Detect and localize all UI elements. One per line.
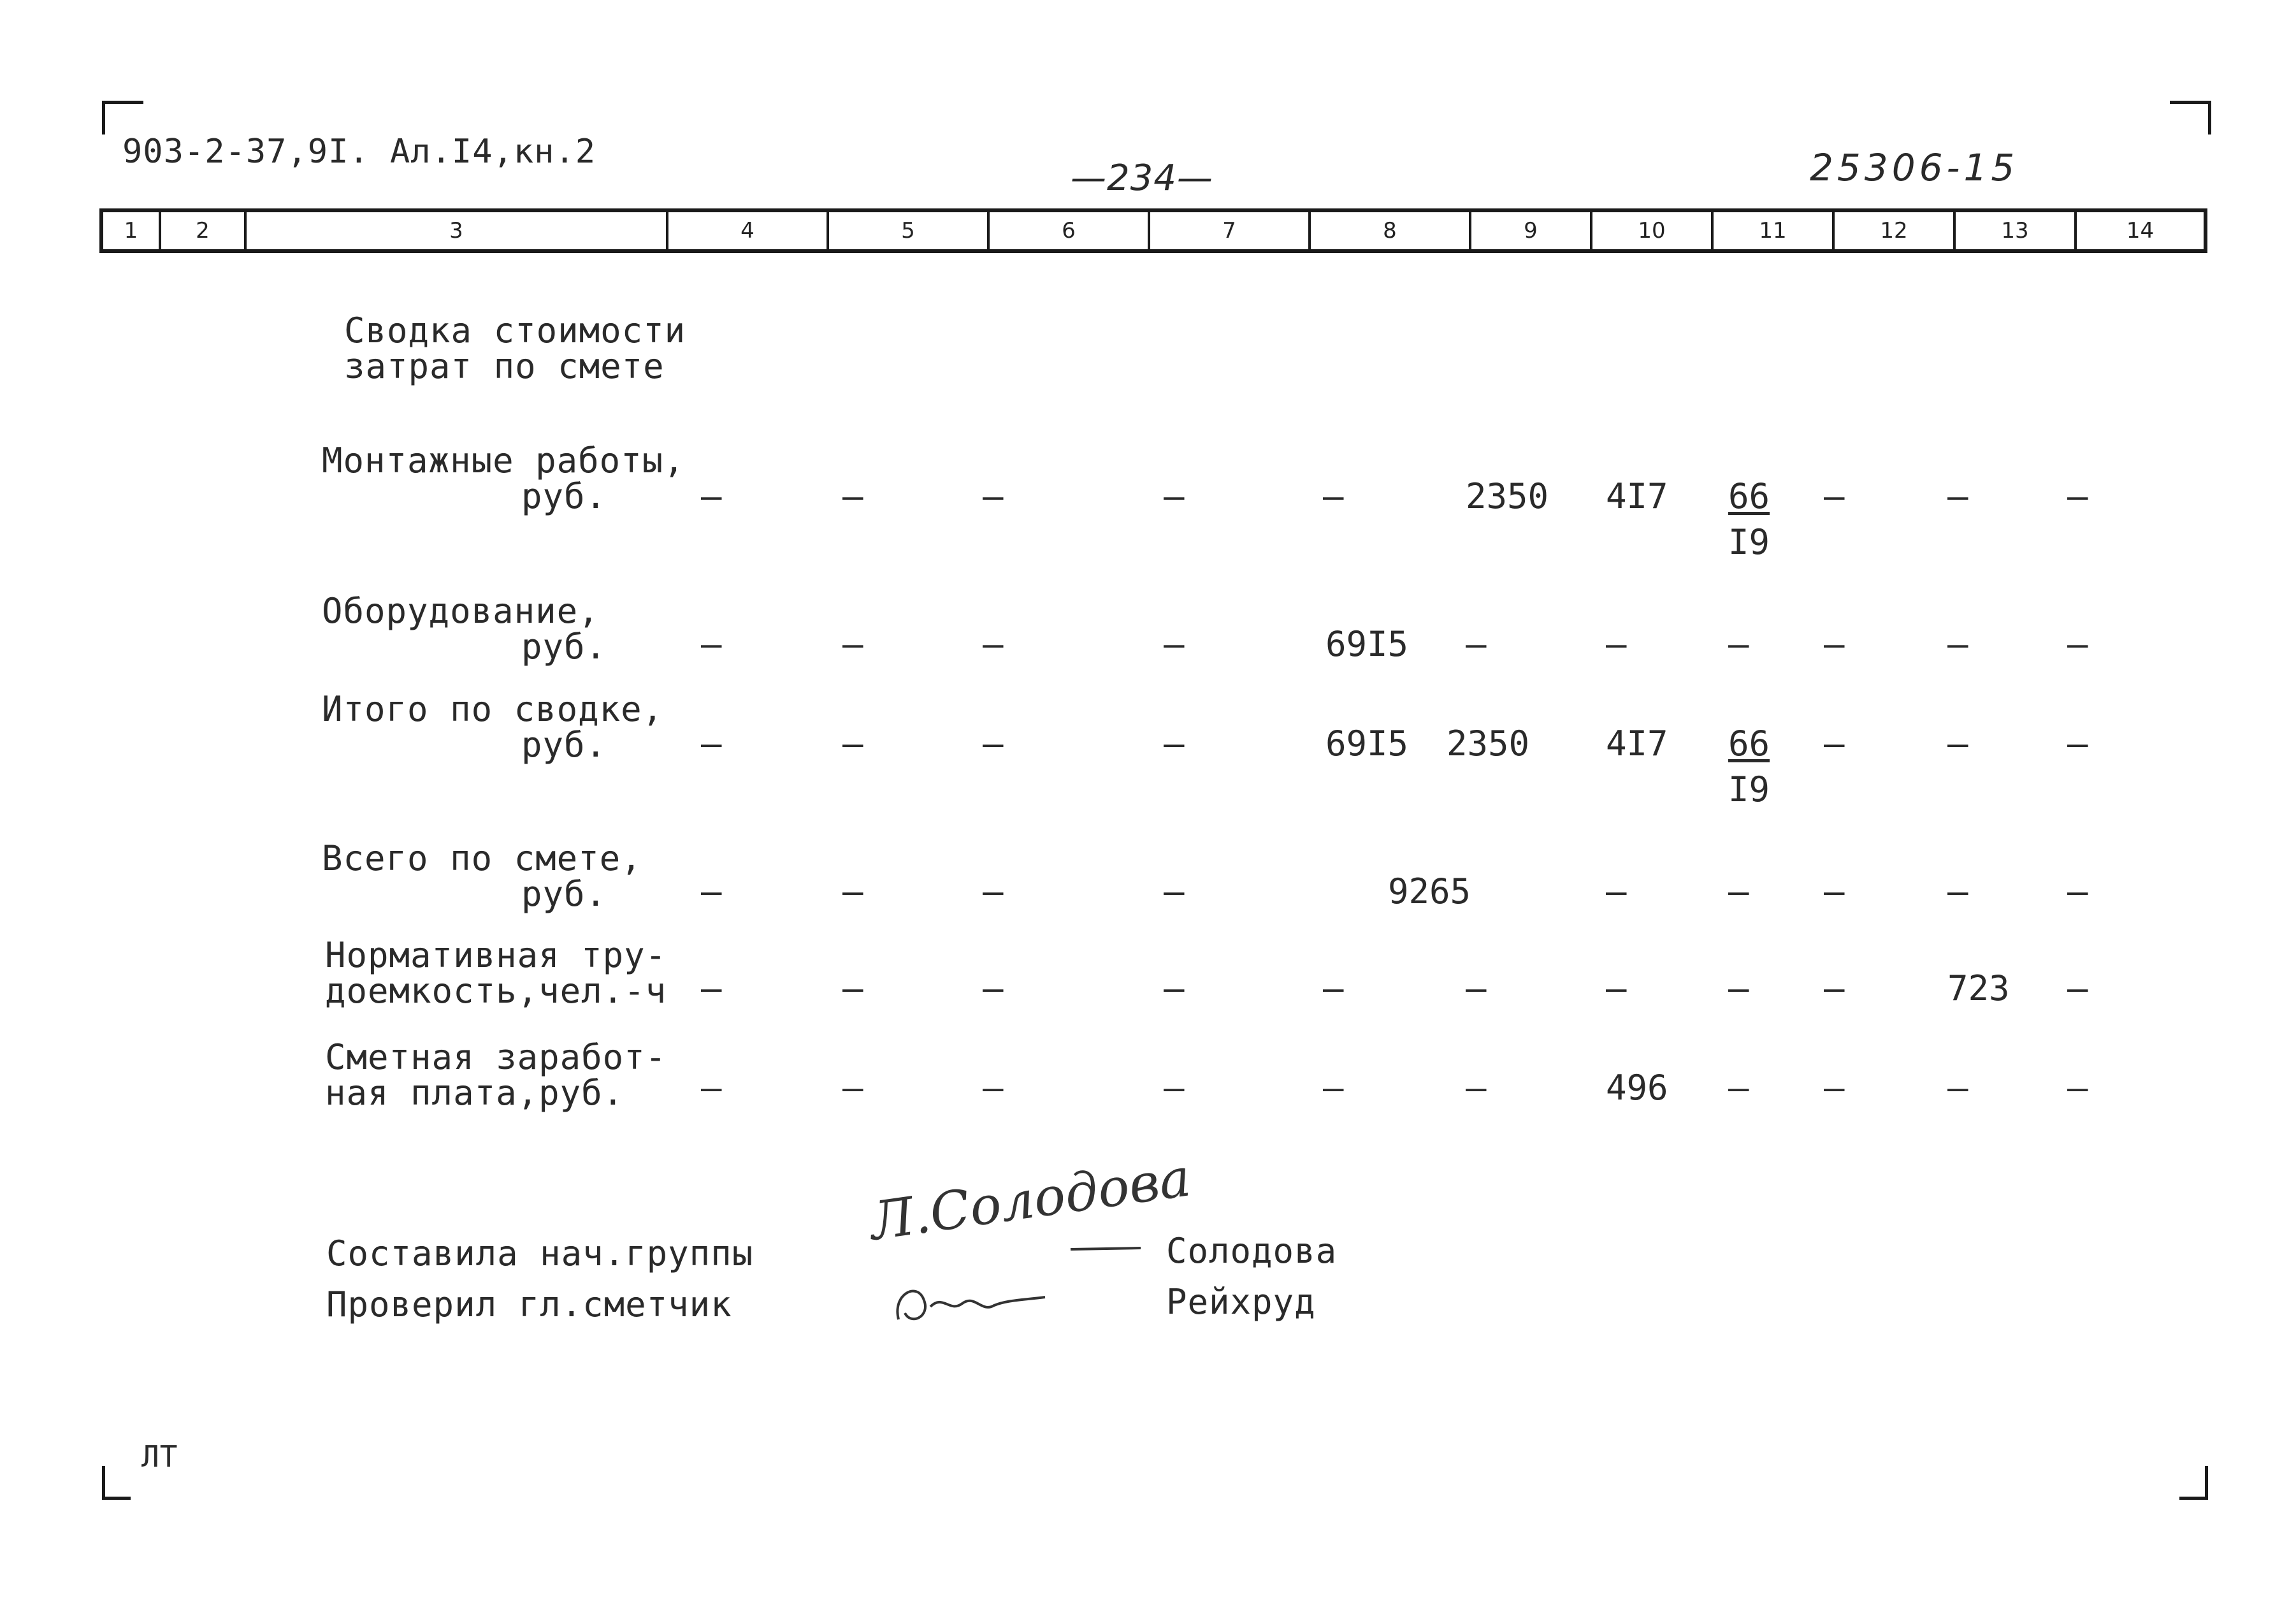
column-number: 2	[160, 210, 245, 251]
cell-col13: –	[1947, 624, 1968, 664]
column-number: 6	[988, 210, 1149, 251]
corner-mark-bottom-left	[102, 1466, 131, 1500]
cell-col11-denominator: I9	[1728, 522, 1770, 562]
row-label-line1: Оборудование,	[322, 591, 600, 631]
row-label-line1: Сметная заработ-	[325, 1037, 667, 1077]
cell-col7: –	[1164, 723, 1185, 764]
footer-mark: ЛТ	[141, 1439, 178, 1474]
cell-col6: –	[983, 871, 1004, 911]
column-number: 14	[2076, 210, 2206, 251]
cell-col13: –	[1947, 723, 1968, 764]
cell-col14: –	[2067, 476, 2088, 516]
handwritten-signature-solodova	[866, 1147, 1194, 1268]
row-label-line2: руб.	[521, 476, 607, 516]
row-label-line2: руб.	[521, 874, 607, 914]
cell-col13: –	[1947, 1068, 1968, 1108]
inventory-number: 25306-15	[1810, 146, 2019, 189]
cell-col11-numerator: 66	[1728, 723, 1770, 764]
cell-col7: –	[1164, 871, 1185, 911]
cell-col6: –	[983, 968, 1004, 1008]
row-label-line1: Монтажные работы,	[322, 440, 685, 481]
cell-col4: –	[701, 476, 722, 516]
cell-col10: 496	[1606, 1068, 1668, 1108]
cell-col4: –	[701, 624, 722, 664]
section-title-line2: затрат по смете	[344, 346, 665, 386]
cell-col13: –	[1947, 871, 1968, 911]
cell-col5: –	[842, 1068, 863, 1108]
cell-col12: –	[1824, 871, 1845, 911]
cell-col11-denominator: I9	[1728, 769, 1770, 810]
cell-col11: –	[1728, 1068, 1749, 1108]
cell-col13: –	[1947, 476, 1968, 516]
cell-col5: –	[842, 476, 863, 516]
cell-col10: –	[1606, 624, 1627, 664]
cell-col5: –	[842, 871, 863, 911]
cell-col14: –	[2067, 1068, 2088, 1108]
document-code: 903-2-37,9I. Ал.I4,кн.2	[122, 133, 596, 171]
cell-col14: –	[2067, 723, 2088, 764]
page-number: —234—	[1071, 157, 1213, 199]
corner-mark-bottom-right	[2179, 1466, 2208, 1500]
compiled-by-name: Солодова	[1166, 1231, 1338, 1271]
column-number: 12	[1833, 210, 1954, 251]
checked-by-name: Рейхруд	[1166, 1282, 1316, 1322]
cell-col9: –	[1466, 968, 1487, 1008]
cell-col4: –	[701, 1068, 722, 1108]
cell-col12: –	[1824, 968, 1845, 1008]
column-number: 5	[828, 210, 988, 251]
cell-col8-9-merged: 9265	[1388, 871, 1471, 911]
cell-col12: –	[1824, 624, 1845, 664]
column-number: 4	[667, 210, 828, 251]
cell-col14: –	[2067, 871, 2088, 911]
cell-col6: –	[983, 723, 1004, 764]
row-label-line1: Всего по смете,	[322, 838, 642, 878]
cell-col13: 723	[1947, 968, 2010, 1008]
row-label-line2: ная плата,руб.	[325, 1073, 625, 1113]
column-number: 3	[245, 210, 667, 251]
cell-col10: –	[1606, 871, 1627, 911]
column-number: 10	[1591, 210, 1712, 251]
cell-col7: –	[1164, 968, 1185, 1008]
row-label-line2: доемкость,чел.-ч	[325, 971, 667, 1011]
cell-col12: –	[1824, 1068, 1845, 1108]
cell-col12: –	[1824, 476, 1845, 516]
cell-col9: –	[1466, 624, 1487, 664]
cell-col4: –	[701, 723, 722, 764]
column-number-header	[99, 208, 2207, 253]
column-number: 9	[1470, 210, 1591, 251]
row-label-line2: руб.	[521, 725, 607, 765]
compiled-by-label: Составила нач.группы	[326, 1233, 754, 1274]
cell-col9: 2350	[1447, 723, 1530, 764]
cell-col14: –	[2067, 968, 2088, 1008]
cell-col12: –	[1824, 723, 1845, 764]
cell-col4: –	[701, 968, 722, 1008]
cell-col7: –	[1164, 1068, 1185, 1108]
row-label-line1: Нормативная тру-	[325, 935, 667, 975]
corner-mark-top-right	[2170, 101, 2211, 134]
cell-col11: –	[1728, 968, 1749, 1008]
row-label-line2: руб.	[521, 627, 607, 667]
cell-col4: –	[701, 871, 722, 911]
handwritten-signature-reikhrud	[879, 1268, 1058, 1339]
cell-col5: –	[842, 968, 863, 1008]
section-title-line1: Сводка стоимости	[344, 310, 686, 351]
svg-text:Л.Солодова: Л.Солодова	[866, 1147, 1194, 1252]
cell-col10: 4I7	[1606, 723, 1668, 764]
cell-col6: –	[983, 476, 1004, 516]
cell-col11: –	[1728, 624, 1749, 664]
cell-col8: 69I5	[1325, 723, 1409, 764]
cell-col11-numerator: 66	[1728, 476, 1770, 516]
cell-col7: –	[1164, 476, 1185, 516]
column-number: 1	[101, 210, 160, 251]
row-label-line1: Итого по сводке,	[322, 689, 664, 729]
cell-col9: –	[1466, 1068, 1487, 1108]
cell-col7: –	[1164, 624, 1185, 664]
column-number: 13	[1954, 210, 2076, 251]
cell-col11: –	[1728, 871, 1749, 911]
cell-col6: –	[983, 624, 1004, 664]
cell-col5: –	[842, 624, 863, 664]
cell-col9: 2350	[1466, 476, 1549, 516]
cell-col14: –	[2067, 624, 2088, 664]
cell-col8: –	[1323, 1068, 1344, 1108]
corner-mark-top-left	[102, 101, 143, 134]
cell-col10: 4I7	[1606, 476, 1668, 516]
cell-col8: –	[1323, 476, 1344, 516]
checked-by-label: Проверил гл.сметчик	[326, 1284, 732, 1325]
column-number: 8	[1310, 210, 1470, 251]
cell-col5: –	[842, 723, 863, 764]
column-number: 7	[1149, 210, 1310, 251]
column-number: 11	[1712, 210, 1833, 251]
cell-col6: –	[983, 1068, 1004, 1108]
cell-col8: –	[1323, 968, 1344, 1008]
cell-col10: –	[1606, 968, 1627, 1008]
cell-col8: 69I5	[1325, 624, 1409, 664]
